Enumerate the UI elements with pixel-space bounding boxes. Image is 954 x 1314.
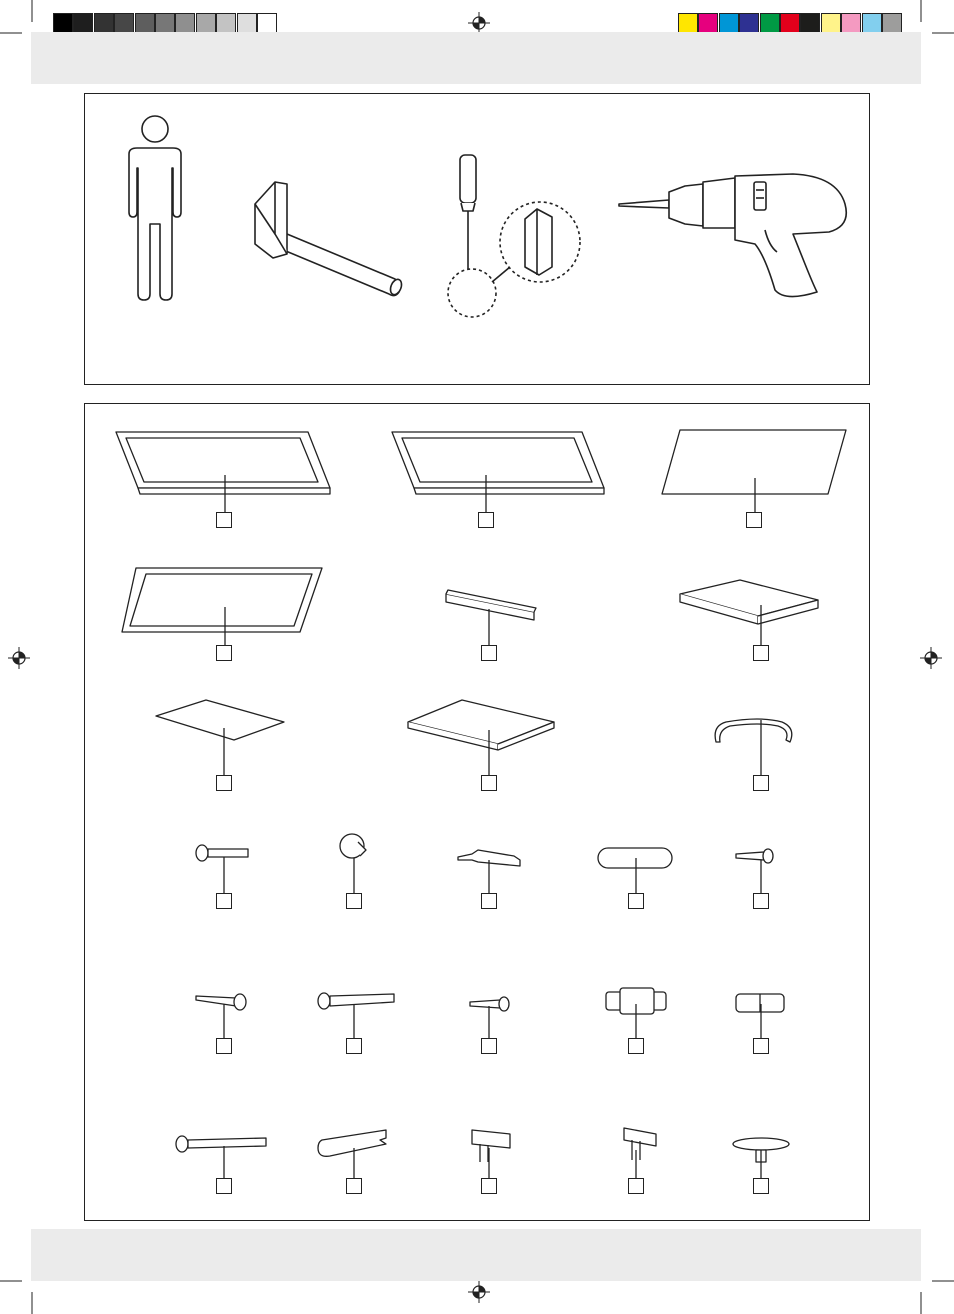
part-label-cam-bolt (481, 893, 497, 909)
screw-4-drawing (470, 997, 509, 1038)
frame-a-drawing (116, 432, 330, 512)
dowel-drawing (598, 848, 672, 893)
part-label-magnet-catch (628, 1038, 644, 1054)
part-label-rail (481, 645, 497, 661)
part-label-dowel (628, 893, 644, 909)
part-label-shelf-pin-b (628, 1178, 644, 1194)
screw-long-drawing (176, 1136, 266, 1178)
part-label-wall-plug (346, 1178, 362, 1194)
screw-1-drawing (196, 845, 248, 893)
wall-plug-drawing (318, 1130, 386, 1178)
screw-short-drawing (736, 849, 773, 893)
thin-board-drawing (156, 700, 284, 775)
screw-2-drawing (196, 994, 246, 1038)
drawer-drawing (680, 580, 818, 645)
part-label-screw-4 (481, 1038, 497, 1054)
part-label-handle (753, 775, 769, 791)
magnet-catch-drawing (606, 988, 666, 1038)
part-label-back-panel (746, 512, 762, 528)
shelf-drawing (408, 700, 554, 775)
cam-lock-drawing (340, 834, 366, 893)
rail-drawing (446, 590, 536, 645)
frame-c-drawing (122, 568, 322, 645)
foot-pad-drawing (733, 1138, 789, 1178)
part-label-catch-plate (753, 1038, 769, 1054)
cam-bolt-drawing (458, 850, 520, 893)
part-label-screw-long (216, 1178, 232, 1194)
part-label-thin-board (216, 775, 232, 791)
part-label-foot-pad (753, 1178, 769, 1194)
part-label-screw-short (753, 893, 769, 909)
screw-3-drawing (318, 993, 394, 1038)
part-label-frame-c (216, 645, 232, 661)
handle-drawing (715, 719, 792, 775)
part-label-frame-b (478, 512, 494, 528)
part-label-screw-2 (216, 1038, 232, 1054)
shelf-pin-b-drawing (624, 1128, 656, 1178)
part-label-shelf (481, 775, 497, 791)
part-label-screw-1 (216, 893, 232, 909)
part-label-drawer (753, 645, 769, 661)
part-label-cam-lock (346, 893, 362, 909)
catch-plate-drawing (736, 994, 784, 1038)
frame-b-drawing (392, 432, 604, 512)
part-label-shelf-pin-a (481, 1178, 497, 1194)
shelf-pin-a-drawing (472, 1130, 510, 1178)
back-panel-drawing (662, 430, 846, 512)
part-label-screw-3 (346, 1038, 362, 1054)
part-label-frame-a (216, 512, 232, 528)
